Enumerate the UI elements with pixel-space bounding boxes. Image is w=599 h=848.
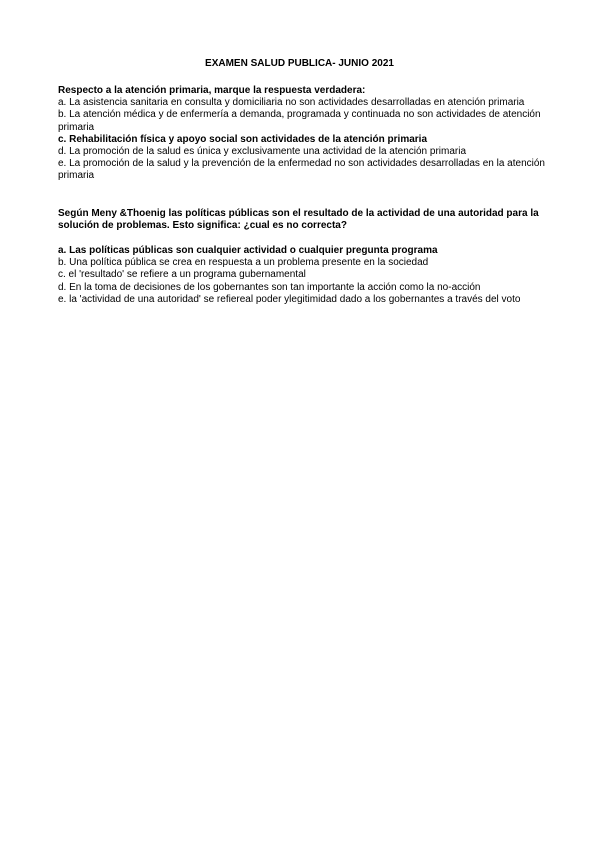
- question-2-option-b: b. Una política pública se crea en respuesta a un problema presente en la sociedad: [58, 257, 429, 269]
- question-1-option-e: e. La promoción de la salud y la prevención de la enfermedad no son actividades desarrolladas en la atención primaria: [58, 158, 545, 182]
- question-2-options: [58, 245, 548, 306]
- question-1-option-c: c. Rehabilitación física y apoyo social son actividades de la atención primaria: [58, 133, 428, 145]
- question-2-option-a: a. Las políticas públicas son cualquier actividad o cualquier pregunta programa: [58, 245, 438, 256]
- question-1-option-a: a. La asistencia sanitaria en consulta y domiciliaria no son actividades desarrolladas en atención primaria: [58, 97, 525, 109]
- exam-title: EXAMEN SALUD PUBLICA- JUNIO 2021: [205, 58, 394, 69]
- question-1-text: Respecto a la atención primaria, marque la respuesta verdadera:: [58, 85, 366, 96]
- question-2-option-c: c. el 'resultado' se refiere a un programa gubernamental: [58, 269, 306, 281]
- question-1-option-d: d. La promoción de la salud es única y exclusivamente una actividad de la atención primaria: [58, 146, 467, 158]
- question-1-option-b: b. La atención médica y de enfermería a demanda, programada y continuada no son actividades de atención primaria: [58, 109, 541, 133]
- question-2-option-d: d. En la toma de decisiones de los gobernantes son tan importante la acción como la no-acción: [58, 281, 481, 293]
- question-2: [58, 208, 548, 232]
- question-1: [58, 85, 548, 183]
- question-2-option-e: e. la 'actividad de una autoridad' se refiereal poder ylegitimidad dado a los gobernantes a través del voto: [58, 293, 521, 305]
- question-2-text: Según Meny &Thoenig las políticas públicas son el resultado de la actividad de una autoridad para la solución de problemas. Esto significa: ¿cual es no correcta?: [58, 208, 539, 232]
